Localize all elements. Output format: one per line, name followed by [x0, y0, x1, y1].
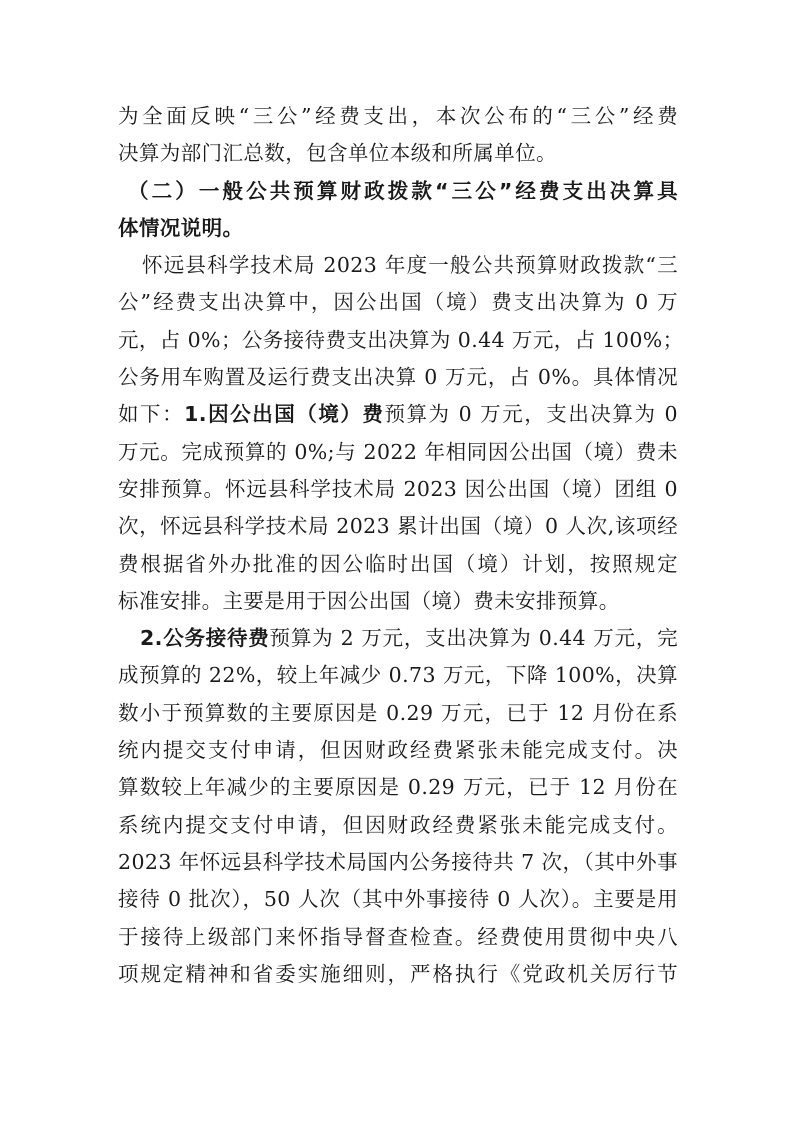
section-heading: 体情况说明。	[118, 215, 244, 240]
paragraph-line	[118, 396, 678, 433]
paragraph-line: 统内提交支付申请，但因财政经费紧张未能完成支付。决	[118, 738, 678, 763]
paragraph-line: 公务用车购置及运行费支出决算 0 万元，占 0%。具体情况	[118, 365, 678, 390]
paragraph-line: 标准安排。主要是用于因公出国（境）费未安排预算。	[118, 588, 620, 613]
subsection-title: 1.因公出国（境）费	[184, 402, 385, 427]
paragraph-line: 公”经费支出决算中，因公出国（境）费支出决算为 0 万	[118, 290, 678, 315]
paragraph-line: 次，怀远县科学技术局 2023 累计出国（境）0 人次,该项经	[118, 514, 678, 539]
inline-text: 如下：	[118, 402, 185, 427]
paragraph-line: 为全面反映“三公”经费支出，本次公布的“三公”经费	[118, 104, 678, 128]
paragraph-line: 算数较上年减少的主要原因是 0.29 万元，已于 12 月份在	[118, 775, 678, 800]
section-heading: （二）一般公共预算财政拨款“三公”经费支出决算具	[128, 178, 678, 203]
document-page	[118, 98, 684, 993]
paragraph-line: 费根据省外办批准的因公临时出国（境）计划，按照规定	[118, 551, 678, 576]
paragraph-line: 项规定精神和省委实施细则，严格执行《党政机关厉行节	[118, 961, 678, 986]
paragraph-line	[118, 620, 678, 657]
paragraph-line: 2023 年怀远县科学技术局国内公务接待共 7 次，（其中外事	[118, 849, 678, 874]
paragraph-line: 万元。完成预算的 0%;与 2022 年相同因公出国（境）费未	[118, 439, 678, 464]
paragraph-line: 安排预算。怀远县科学技术局 2023 因公出国（境）团组 0	[118, 476, 678, 501]
paragraph-line: 于接待上级部门来怀指导督查检查。经费使用贯彻中央八	[118, 924, 678, 949]
subsection-title: 2.公务接待费	[140, 626, 270, 651]
inline-text: 预算为 0 万元，支出决算为 0	[384, 402, 678, 427]
paragraph-line: 系统内提交支付申请，但因财政经费紧张未能完成支付。	[118, 812, 678, 837]
inline-text: 预算为 2 万元，支出决算为 0.44 万元，完	[269, 626, 678, 651]
paragraph-line: 数小于预算数的主要原因是 0.29 万元，已于 12 月份在系	[118, 700, 678, 725]
paragraph-line: 怀远县科学技术局 2023 年度一般公共预算财政拨款“三	[142, 253, 678, 278]
paragraph-line: 成预算的 22%，较上年减少 0.73 万元，下降 100%，决算	[118, 663, 678, 688]
paragraph-line: 接待 0 批次），50 人次（其中外事接待 0 人次）。主要是用	[118, 887, 678, 912]
paragraph-line: 决算为部门汇总数，包含单位本级和所属单位。	[118, 141, 557, 166]
paragraph-line: 元，占 0%；公务接待费支出决算为 0.44 万元，占 100%；	[118, 327, 684, 352]
